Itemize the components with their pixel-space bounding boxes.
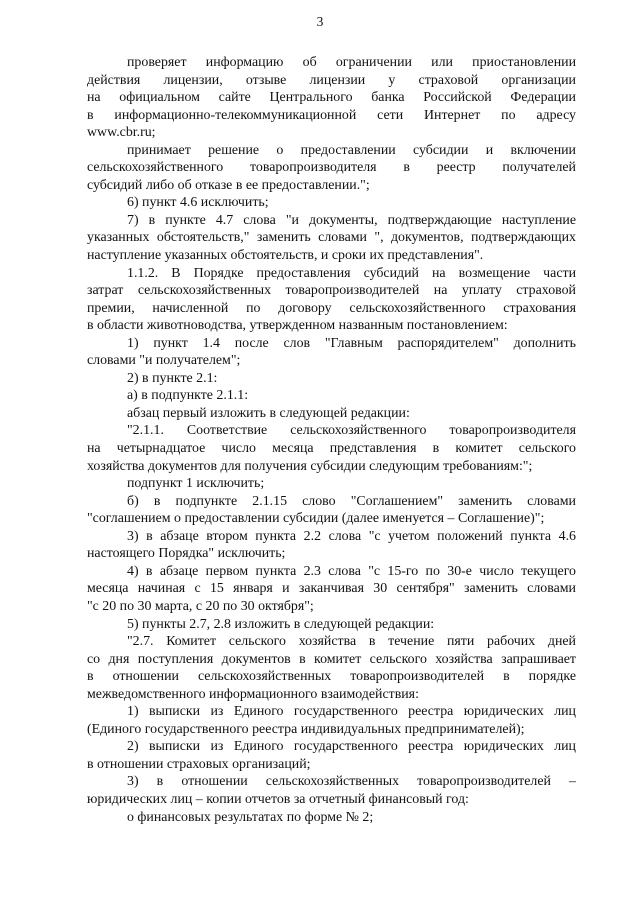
text-line: www.cbr.ru; — [87, 125, 156, 141]
text-line: (Единого государственного реестра индивидуальных предпринимателей); — [87, 721, 525, 737]
text-line: а) в подпункте 2.1.1: — [127, 388, 249, 404]
document-text — [87, 54, 576, 826]
text-line: 5) пункты 2.7, 2.8 изложить в следующей редакции: — [127, 616, 435, 632]
text-line: юридических лиц – копии отчетов за отчетный финансовый год: — [87, 791, 469, 807]
text-line: в информационно-телекоммуникационной сети Интернет по адресу — [87, 107, 576, 123]
text-line: в отношении страховых организаций; — [87, 756, 311, 772]
text-line: 6) пункт 4.6 исключить; — [127, 195, 269, 211]
text-line: "2.7. Комитет сельского хозяйства в течение пяти рабочих дней — [127, 634, 576, 650]
text-line: межведомственного информационного взаимодействия: — [87, 686, 419, 702]
text-line: премии, начисленной по договору сельскохозяйственного страхования — [87, 300, 576, 316]
text-line: сельскохозяйственного товаропроизводителя в реестр получателей — [87, 160, 576, 176]
text-line: 2) выписки из Единого государственного реестра юридических лиц — [127, 739, 576, 755]
text-line: затрат сельскохозяйственных товаропроизводителей на уплату страховой — [87, 283, 576, 299]
text-line: 7) в пункте 4.7 слова "и документы, подтверждающие наступление — [127, 212, 576, 228]
text-line: абзац первый изложить в следующей редакции: — [127, 405, 410, 421]
text-line: проверяет информацию об ограничении или приостановлении — [127, 55, 576, 70]
text-line: 2) в пункте 2.1: — [127, 370, 218, 386]
text-line: 1) пункт 1.4 после слов "Главным распорядителем" дополнить — [127, 335, 576, 351]
text-line: 1.1.2. В Порядке предоставления субсидий на возмещение части — [127, 265, 576, 281]
text-line: "с 20 по 30 марта, с 20 по 30 октября"; — [87, 598, 314, 614]
text-line: подпункт 1 исключить; — [127, 476, 265, 492]
text-line: субсидий либо об отказе в ее предоставлении."; — [87, 177, 370, 193]
text-line: 4) в абзаце первом пункта 2.3 слова "с 15-го по 30-е число текущего — [127, 563, 576, 579]
text-line: принимает решение о предоставлении субсидии и включении — [127, 142, 576, 158]
text-line: наступление указанных обстоятельств, и сроки их представления". — [87, 248, 484, 264]
page-number: 3 — [316, 14, 324, 29]
text-line: "2.1.1. Соответствие сельскохозяйственного товаропроизводителя — [127, 423, 576, 439]
text-line: хозяйства документов для получения субсидии следующим требованиям:"; — [87, 458, 533, 474]
text-line: на четырнадцатое число месяца представления в комитет сельского — [87, 441, 576, 457]
text-line: в отношении сельскохозяйственных товаропроизводителей в порядке — [87, 669, 576, 685]
text-line: на официальном сайте Центрального банка Российской Федерации — [87, 90, 576, 106]
text-line: настоящего Порядка" исключить; — [87, 546, 286, 562]
text-line: 3) в отношении сельскохозяйственных товаропроизводителей – — [127, 774, 576, 790]
text-line: 1) выписки из Единого государственного реестра юридических лиц — [127, 704, 576, 720]
text-line: указанных обстоятельств," заменить словами ", документов, подтверждающих — [87, 230, 576, 246]
text-line: словами "и получателем"; — [87, 353, 241, 369]
text-line: "соглашением о предоставлении субсидии (далее именуется – Соглашение)"; — [87, 511, 545, 527]
text-line: со дня поступления документов в комитет сельского хозяйства запрашивает — [87, 651, 576, 667]
text-line: 3) в абзаце втором пункта 2.2 слова "с учетом положений пункта 4.6 — [127, 528, 576, 544]
text-line: в области животноводства, утвержденном названным постановлением: — [87, 318, 508, 334]
text-line: б) в подпункте 2.1.15 слово "Соглашением" заменить словами — [127, 493, 576, 509]
text-line: о финансовых результатах по форме № 2; — [127, 809, 374, 825]
text-line: месяца начиная с 15 января и заканчивая 30 сентября" заменить словами — [87, 581, 576, 597]
text-line: действия лицензии, отзыве лицензии у страховой организации — [87, 72, 576, 88]
